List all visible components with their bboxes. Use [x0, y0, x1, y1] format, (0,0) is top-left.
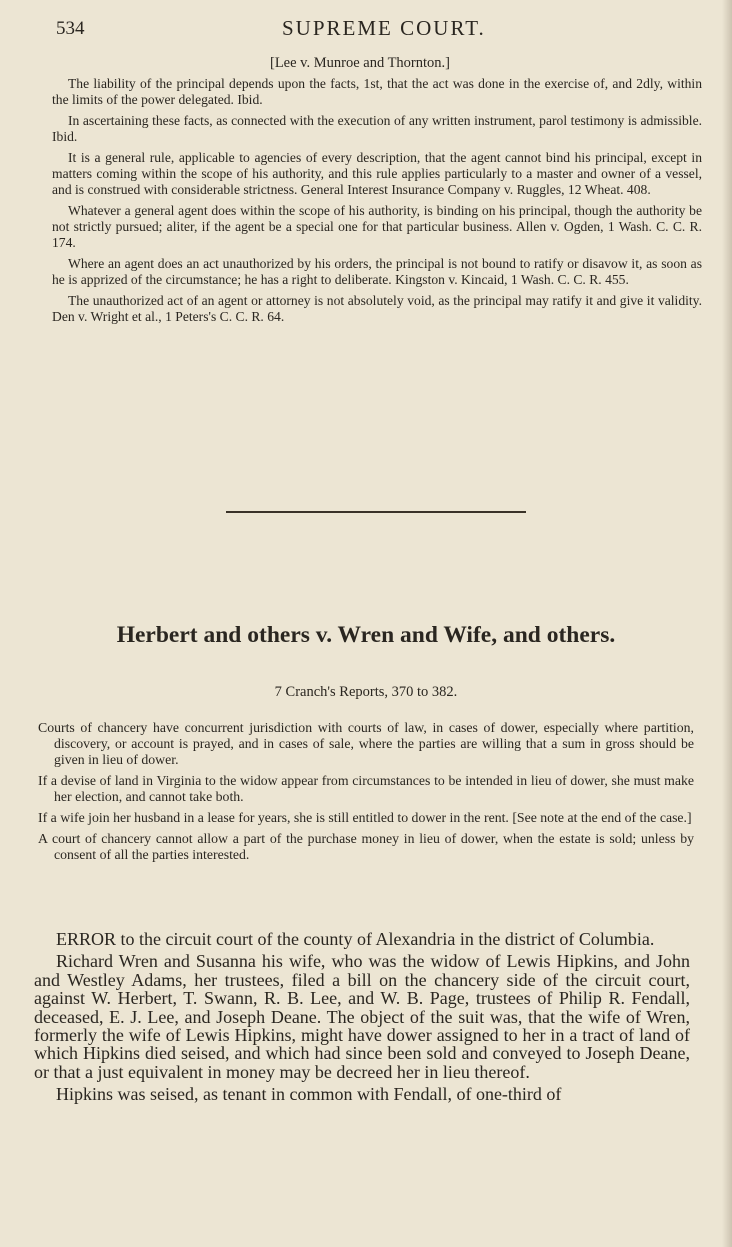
body-paragraph: Hipkins was seised, as tenant in common with Fendall, of one-third of: [56, 1084, 562, 1105]
note-paragraph: The liability of the principal depends upon the facts, 1st, that the act was done in the exercise of, and 2dly, within the limits of the power delegated. Ibid.: [52, 76, 702, 107]
syllabus-point: Courts of chancery have concurrent jurisdiction with courts of law, in cases of dower, especially where partition, discovery, or account is prayed, and in cases of sale, where the parties are willing that a sum in gross should be given in lieu of dower.: [38, 720, 694, 767]
syllabus-point: A court of chancery cannot allow a part of the purchase money in lieu of dower, when the estate is sold; unless by consent of all the parties interested.: [38, 831, 694, 862]
case-reference: [Lee v. Munroe and Thornton.]: [270, 55, 450, 71]
note-paragraph: It is a general rule, applicable to agencies of every description, that the agent cannot bind his principal, except in matters coming within the scope of his authority, and this rule applies particularly to a master and owner of a vessel, and is construed with considerable strictness. General Interest Insurance Company v. Ruggles, 12 Wheat. 408.: [52, 150, 702, 197]
syllabus-point: If a wife join her husband in a lease for years, she is still entitled to dower in the rent. [See note at the end of the case.]: [38, 810, 692, 825]
section-divider: [226, 511, 526, 513]
note-paragraph: Where an agent does an act unauthorized by his orders, the principal is not bound to ratify or disavow it, as soon as he is apprized of the circumstance; he has a right to deliberate. Kingston v. Kincaid, 1 Wash. C. C. R. 455.: [52, 256, 702, 287]
page-header: [0, 14, 732, 46]
headnotes-previous-case: [52, 76, 702, 330]
page-number: 534: [56, 18, 85, 39]
syllabus: [38, 720, 694, 868]
running-head: SUPREME COURT.: [282, 16, 486, 40]
case-title: Herbert and others v. Wren and Wife, and others.: [116, 622, 616, 648]
body-paragraph: Richard Wren and Susanna his wife, who was the widow of Lewis Hipkins, and John and Westley Adams, her trustees, filed a bill on the chancery side of the circuit court, against W. Herbert, T. Swann, R. B. Lee, and W. B. Page, trustees of Philip R. Fendall, deceased, E. J. Lee, and Joseph Deane. The object of the suit was, that the wife of Wren, formerly the wife of Lewis Hipkins, might have dower assigned to her in a tract of land of which Hipkins died seised, and which had since been sold and conveyed to Joseph Deane, or that a just equivalent in money may be decreed her in lieu thereof.: [34, 951, 690, 1082]
body-paragraph: ERROR to the circuit court of the county of Alexandria in the district of Columbia.: [56, 929, 655, 949]
opinion-body: [34, 930, 690, 1108]
note-paragraph: Whatever a general agent does within the scope of his authority, is binding on his principal, though the authority be not strictly pursued; aliter, if the agent be a special one for that particular business. Allen v. Ogden, 1 Wash. C. C. R. 174.: [52, 203, 702, 250]
syllabus-point: If a devise of land in Virginia to the widow appear from circumstances to be intended in lieu of dower, she must make her election, and cannot take both.: [38, 773, 694, 804]
note-paragraph: In ascertaining these facts, as connected with the execution of any written instrument, parol testimony is admissible. Ibid.: [52, 113, 702, 144]
note-paragraph: The unauthorized act of an agent or attorney is not absolutely void, as the principal may ratify it and give it validity. Den v. Wright et al., 1 Peters's C. C. R. 64.: [52, 293, 702, 324]
case-citation: 7 Cranch's Reports, 370 to 382.: [274, 684, 458, 700]
